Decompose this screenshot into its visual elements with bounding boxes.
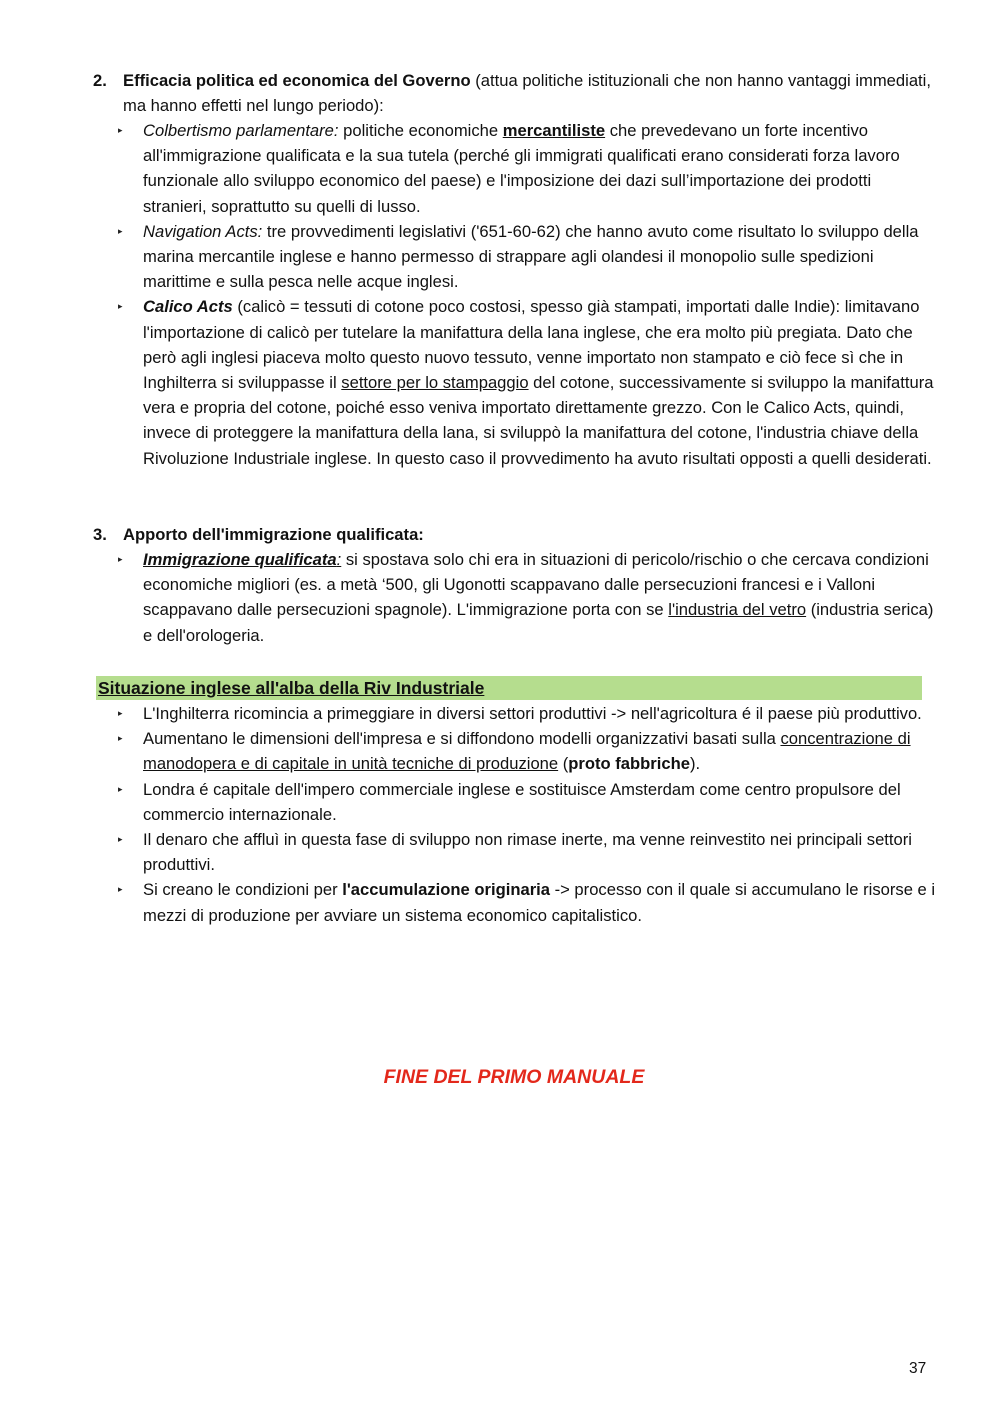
list-item: ▸ Navigation Acts: tre provvedimenti legislativi ('651-60-62) che hanno avuto come risultato lo sviluppo della marina mercantile inglese e hanno permesso di strappare agli olandesi il monopolio sulle spedizioni marittime e sulla pesca nelle acque inglesi.	[116, 219, 936, 295]
situation-title: Situazione inglese all'alba della Riv Industriale	[98, 678, 485, 698]
section-3-heading	[93, 522, 933, 547]
section-3-title: Apporto dell'immigrazione qualificata:	[123, 525, 424, 544]
page-number: 37	[909, 1360, 927, 1377]
list-item: ▸ Londra é capitale dell'impero commerciale inglese e sostituisce Amsterdam come centro propulsore del commercio internazionale.	[116, 777, 936, 827]
section-2-number: 2.	[93, 71, 107, 90]
situation-list	[116, 701, 936, 928]
section-2-title: Efficacia politica ed economica del Governo	[123, 71, 471, 90]
list-item: ▸ Calico Acts (calicò = tessuti di cotone poco costosi, spesso già stampati, importati dalle Indie): limitavano l'importazione di calicò per tutelare la manifattura della lana inglese, che era molto più pregiata. Dato che però agli inglesi piaceva molto questo nuovo tessuto, venne importato non stampato e ciò fece sì che in Inghilterra si sviluppasse il settore per lo stampaggio del cotone, successivamente si sviluppo la manifattura vera e propria del cotone, poiché esso veniva importato direttamente grezzo. Con le Calico Acts, quindi, invece di proteggere la manifattura della lana, si sviluppò la manifattura del cotone, l'industria chiave della Rivoluzione Industriale inglese. In questo caso il provvedimento ha avuto risultati opposti a quelli desiderati.	[116, 294, 936, 470]
section-3-list	[116, 547, 936, 648]
list-item: ▸ Immigrazione qualificata: si spostava solo chi era in situazioni di pericolo/rischio o che cercava condizioni economiche migliori (es. a metà ‘500, gli Ugonotti scappavano dalle persecuzioni francesi e i Valloni scappavano dalle persecuzioni spagnole). L'immigrazione porta con se l'industria del vetro (industria serica) e dell'orologeria.	[116, 547, 936, 648]
situation-heading	[96, 676, 922, 700]
section-3-number: 3.	[93, 525, 107, 544]
closing-title: FINE DEL PRIMO MANUALE	[383, 1066, 645, 1088]
section-2-subtitle: (attua politiche istituzionali che non hanno vantaggi immediati, ma hanno effetti nel lungo periodo):	[123, 71, 931, 116]
list-item: ▸ Si creano le condizioni per l'accumulazione originaria -> processo con il quale si accumulano le risorse e i mezzi di produzione per avviare un sistema economico capitalistico.	[116, 877, 936, 927]
list-item: ▸ Colbertismo parlamentare: politiche economiche mercantiliste che prevedevano un forte incentivo all'immigrazione qualificata e la sua tutela (perché gli immigrati qualificati erano considerati forza lavoro funzionale allo sviluppo economico del paese) e l'imposizione dei dazi sull’importazione dei prodotti stranieri, soprattutto su quelli di lusso.	[116, 118, 936, 219]
list-item: ▸ L'Inghilterra ricomincia a primeggiare in diversi settori produttivi -> nell'agricoltura é il paese più produttivo.	[116, 701, 936, 726]
list-item: ▸ Aumentano le dimensioni dell'impresa e si diffondono modelli organizzativi basati sulla concentrazione di manodopera e di capitale in unità tecniche di produzione (proto fabbriche).	[116, 726, 936, 776]
section-2-list	[116, 118, 936, 471]
section-2-heading	[93, 68, 933, 118]
list-item: ▸ Il denaro che affluì in questa fase di sviluppo non rimase inerte, ma venne reinvestito nei principali settori produttivi.	[116, 827, 936, 877]
